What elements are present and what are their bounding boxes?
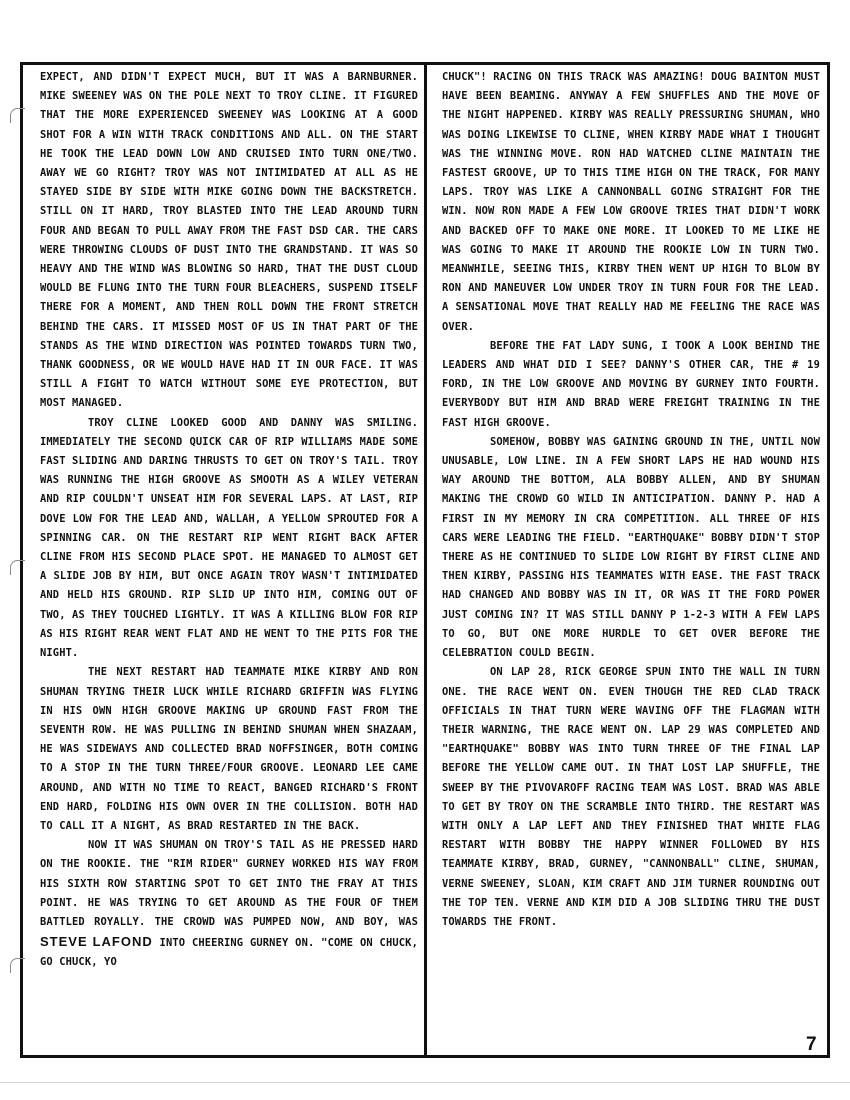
article-paragraph: TROY CLINE LOOKED GOOD AND DANNY WAS SMILING. IMMEDIATELY THE SECOND QUICK CAR OF RIP WILLIAMS MADE SOME FAST SLIDING AND DARING THRUSTS TO GET ON TROY'S TAIL. TROY WAS RUNNING THE HIGH GROOVE AS SMOOTH AS A WILEY VETERAN AND RIP COULDN'T UNSEAT HIM FOR SEVERAL LAPS. AT LAST, RIP DOVE LOW FOR THE LEAD AND, WALLAH, A YELLOW SPROUTED FOR A SPINNING CAR. ON THE RESTART RIP WENT RIGHT BACK AFTER CLINE FROM HIS SECOND PLACE SPOT. HE MANAGED TO ALMOST GET A SLIDE JOB BY HIM, BUT ONCE AGAIN TROY WASN'T INTIMIDATED AND HELD HIS GROUND. RIP SLID UP INTO HIM, COMING OUT OF TWO, AS THEY TOUCHED LIGHTLY. IT WAS A KILLING BLOW FOR RIP AS HIS RIGHT REAR WENT FLAT AND HE WENT TO THE PITS FOR THE NIGHT. xyxy=(40,416,418,660)
article-paragraph: THE NEXT RESTART HAD TEAMMATE MIKE KIRBY AND RON SHUMAN TRYING THEIR LUCK WHILE RICHARD GRIFFIN WAS FLYING IN HIS OWN HIGH GROOVE MAKING UP GROUND FAST FROM THE SEVENTH ROW. HE WAS PULLING IN BEHIND SHUMAN WHEN SHAZAAM, HE WAS SIDEWAYS AND COLLECTED BRAD NOFFSINGER, BOTH COMING TO A STOP IN THE TURN THREE/FOUR GROOVE. LEONARD LEE CAME AROUND, AND WITH NO TIME TO REACT, BANGED RICHARD'S FRONT END HARD, FOLDING HIS OWN OVER IN THE COLLISION. BOTH HAD TO CALL IT A NIGHT, AS BRAD RESTARTED IN THE BACK. xyxy=(40,666,418,832)
article-paragraph-final xyxy=(40,836,418,972)
left-column xyxy=(40,68,418,973)
article-paragraph: CHUCK"! RACING ON THIS TRACK WAS AMAZING! DOUG BAINTON MUST HAVE BEEN BEAMING. ANYWAY A FEW SHUFFLES AND THE MOVE OF THE NIGHT HAPPENED. KIRBY WAS REALLY PRESSURING SHUMAN, WHO WAS DOING LIKEWISE TO CLINE, WHEN KIRBY MADE WHAT I THOUGHT WAS THE WINNING MOVE. RON HAD WATCHED CLINE MAINTAIN THE FASTEST GROOVE, UP TO THIS TIME HIGH ON THE TRACK, FOR MANY LAPS. TROY WAS LIKE A CANNONBALL GOING STRAIGHT FOR THE WIN. NOW RON MADE A FEW LOW GROOVE TRIES THAT DIDN'T WORK AND BACKED OFF TO MAKE ONE MORE. IT LOOKED TO ME LIKE HE WAS GOING TO MAKE IT AROUND THE ROOKIE LOW IN TURN TWO. MEANWHILE, SEEING THIS, KIRBY THEN WENT UP HIGH TO BLOW BY RON AND MANEUVER LOW UNDER TROY IN TURN FOUR FOR THE LEAD. A SENSATIONAL MOVE THAT REALLY HAD ME FEELING THE RACE WAS OVER. xyxy=(442,71,820,333)
scan-edge-line xyxy=(0,1082,850,1083)
paragraph-text: NOW IT WAS SHUMAN ON TROY'S TAIL AS HE PRESSED HARD ON THE ROOKIE. THE "RIM RIDER" GURNEY WORKED HIS WAY FROM HIS SIXTH ROW STARTING SPOT TO GET INTO THE FRAY AT THIS POINT. HE WAS TRYING TO GET AROUND AS THE FOUR OF THEM BATTLED ROYALLY. THE CROWD WAS PUMPED NOW, AND BOY, WAS xyxy=(40,839,418,928)
right-column xyxy=(442,68,820,932)
binder-hole-mark xyxy=(10,958,25,973)
binder-hole-mark xyxy=(10,560,25,575)
article-paragraph: ON LAP 28, RICK GEORGE SPUN INTO THE WALL IN TURN ONE. THE RACE WENT ON. EVEN THOUGH THE RED CLAD TRACK OFFICIALS IN THAT TURN WERE WAVING OFF THE FLAGMAN WITH THEIR WARNING, THE RACE WENT ON. LAP 29 WAS COMPLETED AND "EARTHQUAKE" BOBBY WAS INTO TURN THREE OF THE FINAL LAP BEFORE THE YELLOW CAME OUT. IN THAT LOST LAP SHUFFLE, THE SWEEP BY THE PIVOVAROFF RACING TEAM WAS LOST. BRAD WAS ABLE TO GET BY TROY ON THE SCRAMBLE INTO THIRD. THE RESTART WAS WITH ONLY A LAP LEFT AND THEY FINISHED THAT WHITE FLAG RESTART WITH BOBBY THE HAPPY WINNER FOLLOWED BY HIS TEAMMATE KIRBY, BRAD, GURNEY, "CANNONBALL" CLINE, SHUMAN, VERNE SWEENEY, SLOAN, KIM CRAFT AND JIM TURNER ROUNDING OUT THE TOP TEN. VERNE AND KIM DID A JOB SLIDING THRU THE DUST TOWARDS THE FRONT. xyxy=(442,666,820,928)
article-paragraph: BEFORE THE FAT LADY SUNG, I TOOK A LOOK BEHIND THE LEADERS AND WHAT DID I SEE? DANNY'S OTHER CAR, THE # 19 FORD, IN THE LOW GROOVE AND MOVING BY GURNEY INTO FOURTH. EVERYBODY BUT HIM AND BRAD WERE FREIGHT TRAINING IN THE FAST HIGH GROOVE. xyxy=(442,339,820,429)
author-name-stamp: STEVE LAFOND xyxy=(40,934,153,950)
binder-hole-mark xyxy=(10,108,25,123)
page-number: 7 xyxy=(806,1034,817,1055)
column-divider xyxy=(424,62,427,1058)
article-paragraph: EXPECT, AND DIDN'T EXPECT MUCH, BUT IT WAS A BARNBURNER. MIKE SWEENEY WAS ON THE POLE NEXT TO TROY CLINE. IT FIGURED THAT THE MORE EXPERIENCED SWEENEY WAS LOOKING AT A GOOD SHOT FOR A WIN WITH TRACK CONDITIONS AND ALL. ON THE START HE TOOK THE LEAD DOWN LOW AND CRUISED INTO TURN ONE/TWO. AWAY WE GO RIGHT? TROY WAS NOT INTIMIDATED AT ALL AS HE STAYED SIDE BY SIDE WITH MIKE GOING DOWN THE BACKSTRETCH. STILL ON IT HARD, TROY BLASTED INTO THE LEAD AROUND TURN FOUR AND BEGAN TO PULL AWAY FROM THE FAST DSD CAR. THE CARS WERE THROWING CLOUDS OF DUST INTO THE GRANDSTAND. IT WAS SO HEAVY AND THE WIND WAS BLOWING SO HARD, THAT THE DUST CLOUD WOULD BE FLUNG INTO THE TURN FOUR BLEACHERS, SUSPEND ITSELF THERE FOR A MOMENT, AND THEN ROLL DOWN THE FRONT STRETCH BEHIND THE CARS. IT MISSED MOST OF US IN THAT PART OF THE STANDS AS THE WIND DIRECTION WAS POINTED TOWARDS TURN TWO, THANK GOODNESS, OR WE WOULD HAVE HAD IT IN OUR FACE. IT WAS STILL A FIGHT TO WATCH WITHOUT SOME EYE PROTECTION, BUT MOST MANAGED. xyxy=(40,71,418,410)
article-paragraph: SOMEHOW, BOBBY WAS GAINING GROUND IN THE, UNTIL NOW UNUSABLE, LOW LINE. IN A FEW SHORT LAPS HE HAD WOUND HIS WAY AROUND THE BOTTOM, ALA BOBBY ALLEN, AND BY SHUMAN MAKING THE CROWD GO WILD IN ANTICIPATION. DANNY P. HAD A FIRST IN MY MEMORY IN CRA COMPETITION. ALL THREE OF HIS CARS WERE LEADING THE FIELD. "EARTHQUAKE" BOBBY DIDN'T STOP THERE AS HE CONTINUED TO SLIDE LOW RIGHT BY FIRST CLINE AND THEN KIRBY, PASSING HIS TEAMMATES WITH EASE. THE FAST TRACK HAD CHANGED AND BOBBY WAS IN IT, OR WAS IT THE FORD POWER JUST COMING IN? IT WAS STILL DANNY P 1-2-3 WITH A FEW LAPS TO GO, BUT ONE MORE HURDLE TO GET OVER BEFORE THE CELEBRATION COULD BEGIN. xyxy=(442,435,820,660)
paragraph-text-continued: INTO CHEERING GURNEY ON. "COME ON CHUCK, GO CHUCK, YO xyxy=(40,937,418,969)
